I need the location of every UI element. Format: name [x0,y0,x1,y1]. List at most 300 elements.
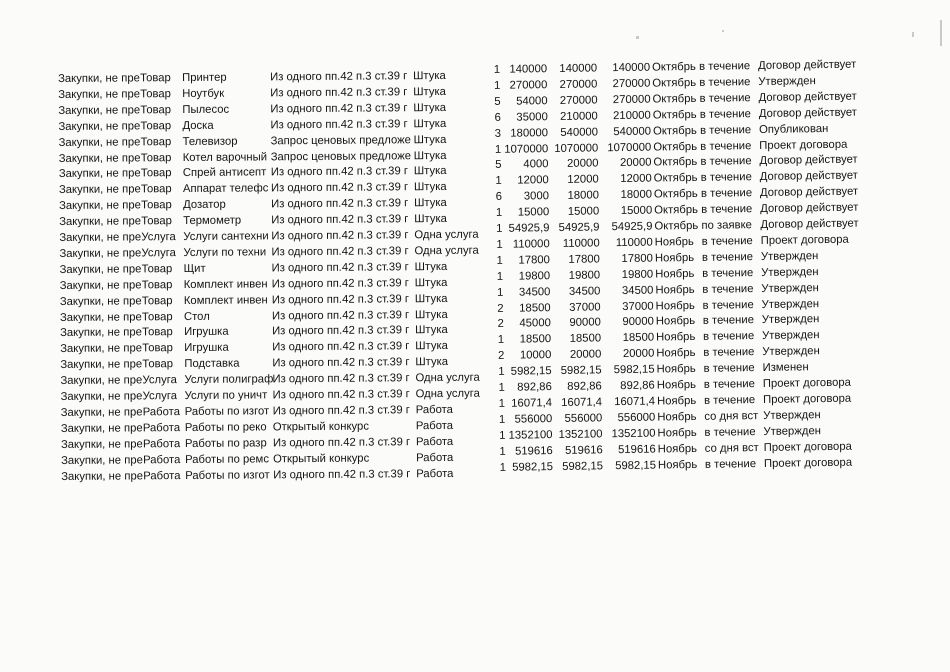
amount-total-cell: 519616 [617,443,656,456]
status-cell: Проект договора [762,376,851,390]
quantity-cell: 1 [498,365,505,378]
procurement-method-cell: Из одного пп.42 п.3 ст.39 г [272,356,410,370]
procurement-method-cell: Открытый конкурс [272,452,370,465]
amount-total-cell: 5982,15 [615,459,657,472]
item-name-cell: Работы по ремс [185,452,269,466]
amount-total-cell: 270000 [612,93,651,106]
unit-cell: Штука [412,69,446,83]
procurement-method-cell: Из одного пп.42 п.3 ст.39 г [271,261,409,275]
amount-cell: 16071,4 [561,396,603,409]
status-cell: Проект договора [759,138,848,152]
unit-cell: Работа [415,451,454,464]
table-row [61,466,461,484]
amount-total-cell: 16071,4 [614,395,656,409]
procurement-method-cell: Из одного пп.42 п.3 ст.39 г [271,197,409,211]
procurement-type-cell: Закупки, не пре [59,199,141,213]
amount-total-cell: 892,86 [620,379,655,393]
item-name-cell: Работы по изгот [185,468,270,482]
unit-cell: Одна услуга [414,244,479,258]
item-name-cell: Услуги сантехни [183,230,269,244]
subject-type-cell: Услуга [141,231,176,244]
item-name-cell: Щит [183,262,206,275]
term-cell: в течение [700,139,752,153]
procurement-type-cell: Закупки, не пре [59,247,142,260]
procurement-method-cell: Открытый конкурс [272,420,370,434]
subject-type-cell: Товар [140,72,171,85]
unit-cell: Штука [414,276,448,289]
item-name-cell: Работы по разр [184,437,267,450]
unit-price-cell: 34500 [518,285,551,299]
quantity-cell: 5 [494,95,501,108]
quantity-cell: 1 [498,413,506,426]
unit-cell: Штука [414,292,448,305]
month-cell: Октябрь [653,156,698,169]
procurement-method-cell: Из одного пп.42 п.3 ст.39 г [271,324,410,338]
subject-type-cell: Услуга [141,246,176,260]
month-cell: Октябрь [653,140,698,154]
procurement-method-cell: Из одного пп.42 п.3 ст.39 г [272,340,410,354]
status-cell: Проект договора [763,440,852,454]
unit-price-cell: 16071,4 [511,396,553,410]
month-cell: Ноябрь [655,315,696,328]
amount-cell: 18500 [569,332,602,346]
subject-type-cell: Работа [143,453,181,466]
month-cell: Ноябрь [655,283,695,297]
procurement-type-cell: Закупки, не пре [58,104,141,117]
status-cell: Утвержден [762,345,820,359]
status-cell: Проект договора [763,456,853,470]
status-cell: Договор действует [758,90,857,104]
item-name-cell: Работы по изгот [184,405,270,418]
term-cell: по заявке [701,219,753,232]
amount-total-cell: 17800 [621,252,654,265]
amount-cell: 54925,9 [558,221,600,234]
status-cell: Утвержден [761,281,819,295]
procurement-method-cell: Запрос ценовых предложе [270,149,412,163]
month-cell: Октябрь [652,124,697,138]
unit-cell: Штука [413,117,447,130]
table-left-half [58,69,480,492]
subject-type-cell: Услуга [142,390,178,403]
term-cell: в течение [699,123,752,137]
month-cell: Октябрь [654,219,699,233]
unit-price-cell: 19800 [518,269,551,283]
amount-cell: 5982,15 [562,459,604,473]
unit-cell: Штука [414,308,448,321]
amount-cell: 140000 [559,62,598,75]
term-cell: со дня вст [704,409,759,423]
month-cell: Ноябрь [657,410,697,424]
procurement-method-cell: Из одного пп.42 п.3 ст.39 г [271,308,410,322]
unit-price-cell: 180000 [510,126,549,140]
status-cell: Договор действует [758,106,858,120]
procurement-method-cell: Из одного пп.42 п.3 ст.39 г [270,117,408,132]
amount-total-cell: 20000 [622,347,655,361]
item-name-cell: Дозатор [183,198,226,212]
term-cell: в течение [700,187,753,201]
quantity-cell: 1 [494,143,502,156]
subject-type-cell: Услуга [142,374,177,387]
procurement-method-cell: Из одного пп.42 п.3 ст.39 г [270,102,408,116]
subject-type-cell: Товар [141,294,173,307]
term-cell: в течение [699,91,751,105]
unit-price-cell: 45000 [519,317,551,330]
amount-total-cell: 12000 [620,172,652,186]
amount-cell: 90000 [569,316,601,330]
procurement-type-cell: Закупки, не пре [59,310,142,324]
unit-cell: Штука [413,181,447,194]
quantity-cell: 1 [497,334,505,347]
quantity-cell: 1 [496,222,503,235]
item-name-cell: Термометр [183,214,242,228]
unit-cell: Штука [414,213,447,226]
amount-total-cell: 15000 [620,204,653,218]
month-cell: Октябрь [653,172,698,185]
amount-cell: 892,86 [567,380,602,393]
scan-speck [940,20,942,46]
subject-type-cell: Товар [141,199,172,212]
unit-cell: Штука [414,324,448,337]
unit-cell: Штука [415,340,448,353]
quantity-cell: 6 [495,190,503,204]
subject-type-cell: Товар [140,135,172,148]
unit-cell: Штука [413,149,447,162]
status-cell: Утвержден [758,75,816,88]
unit-price-cell: 140000 [509,63,548,76]
procurement-type-cell: Закупки, не пре [59,294,142,308]
unit-price-cell: 3000 [523,190,550,203]
month-cell: Ноябрь [655,267,695,281]
unit-price-cell: 12000 [517,174,549,187]
amount-total-cell: 54925,9 [611,220,653,234]
term-cell: в течение [701,234,753,248]
unit-cell: Штука [413,133,447,146]
unit-price-cell: 1070000 [504,142,549,156]
subject-type-cell: Товар [140,183,172,196]
term-cell: в течение [704,425,756,439]
procurement-type-cell: Закупки, не пре [59,279,142,292]
unit-price-cell: 10000 [519,349,552,362]
subject-type-cell: Товар [140,88,171,101]
item-name-cell: Принтер [182,71,227,85]
term-cell: в течение [699,76,751,89]
subject-type-cell: Товар [140,167,172,180]
procurement-method-cell: Запрос ценовых предложе [270,133,411,147]
unit-price-cell: 54000 [516,94,548,108]
procurement-type-cell: Закупки, не пре [58,167,141,181]
status-cell: Утвержден [760,249,819,263]
month-cell: Ноябрь [654,251,695,265]
item-name-cell: Услуги полиграф [184,373,274,387]
quantity-cell: 1 [495,175,502,188]
procurement-method-cell: Из одного пп.42 п.3 ст.39 г [270,181,409,195]
quantity-cell: 1 [495,206,503,219]
procurement-method-cell: Из одного пп.42 п.3 ст.39 г [271,276,409,291]
term-cell: в течение [701,203,753,216]
item-name-cell: Услуги по уничт [184,389,268,403]
quantity-cell: 1 [498,397,506,410]
term-cell: в течение [699,107,751,121]
status-cell: Утвержден [761,313,820,327]
term-cell: в течение [700,171,752,185]
unit-price-cell: 18500 [519,301,551,315]
item-name-cell: Работы по реко [184,421,267,434]
quantity-cell: 1 [496,270,504,283]
unit-price-cell: 17800 [518,253,551,267]
amount-total-cell: 20000 [619,156,652,170]
amount-cell: 34500 [568,284,601,298]
scan-speck [912,32,914,37]
status-cell: Договор действует [760,217,859,231]
amount-cell: 270000 [559,94,598,107]
status-cell: Утвержден [763,424,822,438]
status-cell: Утвержден [761,297,820,311]
term-cell: в течение [698,60,751,73]
unit-cell: Штука [413,165,447,178]
procurement-method-cell: Из одного пп.42 п.3 ст.39 г [270,165,409,179]
unit-price-cell: 110000 [512,237,550,251]
amount-cell: 20000 [566,157,599,171]
unit-price-cell: 4000 [523,158,549,171]
unit-cell: Штука [413,197,447,210]
unit-cell: Штука [413,101,447,115]
quantity-cell: 1 [497,286,504,299]
item-name-cell: Комплект инвен [183,278,268,291]
subject-type-cell: Работа [142,437,181,451]
term-cell: в течение [702,314,755,328]
subject-type-cell: Работа [143,469,181,482]
procurement-method-cell: Из одного пп.42 п.3 ст.39 г [272,372,410,386]
unit-cell: Одна услуга [415,371,480,385]
procurement-type-cell: Закупки, не пре [58,135,141,149]
item-name-cell: Стол [183,310,210,323]
procurement-type-cell: Закупки, не пре [58,72,140,85]
amount-cell: 1352100 [558,428,603,441]
amount-total-cell: 540000 [613,125,652,138]
amount-cell: 5982,15 [560,364,602,378]
status-cell: Утвержден [763,408,821,422]
month-cell: Ноябрь [655,299,695,313]
quantity-cell: 1 [496,238,503,251]
subject-type-cell: Товар [142,358,174,371]
amount-total-cell: 18500 [622,331,655,345]
term-cell: в течение [703,393,756,407]
unit-cell: Штука [413,85,446,99]
month-cell: Ноябрь [656,378,697,392]
procurement-type-cell: Закупки, не пре [58,120,141,133]
term-cell: в течение [702,282,754,296]
month-cell: Ноябрь [656,363,696,376]
unit-price-cell: 1352100 [508,428,553,442]
subject-type-cell: Работа [142,421,181,435]
amount-cell: 540000 [560,125,599,139]
amount-total-cell: 1352100 [611,427,656,440]
procurement-type-cell: Закупки, не пре [60,342,143,356]
term-cell: в течение [700,155,752,169]
procurement-method-cell: Из одного пп.42 п.3 ст.39 г [270,70,408,84]
unit-cell: Работа [415,403,453,417]
subject-type-cell: Товар [141,262,173,276]
item-name-cell: Услуги по техни [183,246,267,259]
status-cell: Договор действует [759,169,858,184]
procurement-method-cell: Из одного пп.42 п.3 ст.39 г [272,388,410,402]
amount-cell: 37000 [569,300,601,314]
amount-total-cell: 110000 [615,236,653,250]
month-cell: Ноябрь [657,426,697,440]
item-name-cell: Комплект инвен [183,293,268,307]
amount-cell: 1070000 [554,141,599,155]
amount-total-cell: 210000 [613,109,651,122]
term-cell: в течение [704,457,757,471]
item-name-cell: Телевизор [182,135,238,148]
item-name-cell: Ноутбук [182,87,225,100]
term-cell: в течение [703,378,755,391]
quantity-cell: 1 [493,79,501,92]
unit-cell: Одна услуга [415,387,480,401]
subject-type-cell: Товар [142,342,173,355]
status-cell: Утвержден [761,265,819,279]
scan-speck [722,30,724,32]
subject-type-cell: Товар [142,326,173,339]
procurement-method-cell: Из одного пп.42 п.3 ст.39 г [271,245,409,259]
procurement-type-cell: Закупки, не пре [60,438,143,451]
term-cell: в течение [703,362,755,375]
amount-cell: 19800 [568,269,601,282]
procurement-type-cell: Закупки, не пре [58,183,141,197]
amount-total-cell: 1070000 [607,141,652,154]
procurement-method-cell: Из одного пп.42 п.3 ст.39 г [271,229,409,243]
unit-cell: Штука [415,356,449,369]
status-cell: Изменен [762,361,809,375]
unit-price-cell: 15000 [517,206,550,219]
unit-price-cell: 519616 [514,444,553,458]
unit-price-cell: 556000 [514,412,553,426]
month-cell: Ноябрь [657,442,698,456]
procurement-type-cell: Закупки, не пре [58,88,141,101]
amount-total-cell: 556000 [617,411,656,424]
procurement-type-cell: Закупки, не пре [58,151,141,165]
month-cell: Ноябрь [656,331,696,344]
unit-cell: Штука [414,260,448,274]
amount-cell: 210000 [560,110,598,123]
month-cell: Октябрь [652,92,697,106]
term-cell: в течение [702,298,754,312]
amount-cell: 20000 [569,348,602,362]
subject-type-cell: Товар [140,119,172,133]
month-cell: Октябрь [652,108,697,122]
subject-type-cell: Товар [141,215,172,228]
item-name-cell: Игрушка [184,341,229,355]
amount-total-cell: 140000 [612,61,651,75]
amount-total-cell: 37000 [622,300,654,313]
procurement-method-cell: Из одного пп.42 п.3 ст.39 г [273,467,411,481]
quantity-cell: 1 [499,461,507,474]
status-cell: Договор действует [760,201,859,216]
term-cell: в течение [701,250,754,264]
quantity-cell: 3 [494,127,502,140]
status-cell: Договор действует [759,185,859,200]
procurement-type-cell: Закупки, не пре [60,326,142,340]
month-cell: Октябрь [653,188,698,201]
subject-type-cell: Товар [141,278,173,292]
amount-total-cell: 90000 [622,315,654,329]
item-name-cell: Доска [182,119,214,132]
quantity-cell: 1 [498,381,505,394]
procurement-type-cell: Закупки, не пре [61,469,144,483]
status-cell: Договор действует [759,153,858,168]
procurement-type-cell: Закупки, не пре [59,231,142,244]
month-cell: Октябрь [654,203,699,217]
term-cell: в течение [703,346,755,360]
procurement-method-cell: Из одного пп.42 п.3 ст.39 г [272,435,411,450]
amount-cell: 270000 [559,78,598,91]
amount-cell: 12000 [567,173,599,187]
month-cell: Ноябрь [656,394,697,408]
procurement-type-cell: Закупки, не пре [61,453,143,467]
quantity-cell: 1 [499,429,506,442]
procurement-method-cell: Из одного пп.42 п.3 ст.39 г [270,86,408,100]
status-cell: Опубликован [758,122,829,136]
procurement-type-cell: Закупки, не пре [60,406,143,419]
status-cell: Утвержден [761,329,820,343]
procurement-method-cell: Из одного пп.42 п.3 ст.39 г [271,292,410,306]
amount-total-cell: 34500 [621,284,654,297]
unit-price-cell: 892,86 [517,381,552,394]
quantity-cell: 2 [497,302,504,315]
month-cell: Ноябрь [656,347,696,360]
unit-price-cell: 35000 [516,110,548,124]
quantity-cell: 5 [495,159,502,172]
status-cell: Проект договора [760,233,849,247]
subject-type-cell: Работа [142,405,181,419]
item-name-cell: Котел варочный [182,150,268,164]
quantity-cell: 2 [497,349,505,363]
unit-price-cell: 54925,9 [508,222,550,235]
status-cell: Договор действует [757,58,857,72]
item-name-cell: Пылесос [182,103,230,116]
item-name-cell: Игрушка [184,326,229,339]
amount-cell: 519616 [564,443,603,457]
procurement-type-cell: Закупки, не пре [60,390,143,403]
status-cell: Проект договора [762,392,852,406]
item-name-cell: Аппарат телефс [182,182,269,196]
table-right-half [488,57,874,483]
amount-cell: 18000 [567,189,600,203]
subject-type-cell: Товар [140,151,172,164]
quantity-cell: 1 [493,63,501,76]
subject-type-cell: Товар [141,310,173,323]
amount-cell: 17800 [568,253,601,266]
amount-total-cell: 270000 [612,77,651,91]
term-cell: в течение [703,330,755,344]
item-name-cell: Подставка [184,357,240,371]
procurement-type-cell: Закупки, не пре [59,215,142,229]
amount-cell: 556000 [564,412,603,425]
unit-price-cell: 5982,15 [512,460,554,474]
unit-cell: Работа [415,419,454,432]
unit-cell: Работа [416,467,454,480]
term-cell: в течение [702,266,754,280]
procurement-type-cell: Закупки, не пре [59,263,142,276]
amount-total-cell: 18000 [620,188,653,202]
amount-total-cell: 5982,15 [613,363,655,377]
term-cell: со дня вст [704,441,759,455]
procurement-method-cell: Из одного пп.42 п.3 ст.39 г [271,213,409,227]
item-name-cell: Спрей антисепт [182,166,267,180]
scan-speck [636,36,639,39]
quantity-cell: 1 [496,254,504,267]
unit-price-cell: 18500 [519,333,552,346]
